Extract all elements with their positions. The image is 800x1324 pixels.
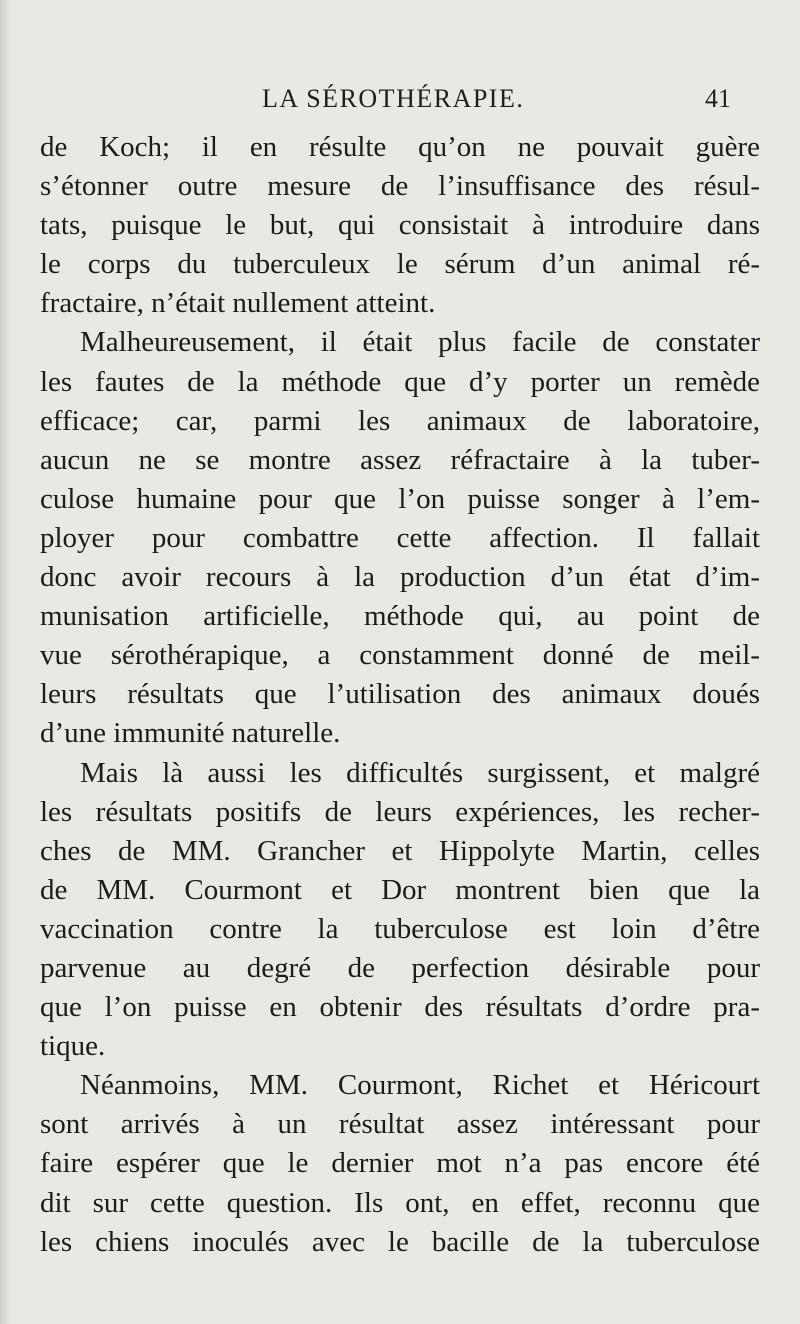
text-line: d’une immunité naturelle. bbox=[40, 717, 341, 750]
text-line: sont arrivés à un résultat assez intéressant pour bbox=[40, 1108, 760, 1141]
text-line: vaccination contre la tuberculose est loin d’être bbox=[40, 912, 760, 945]
text-line: les chiens inoculés avec le bacille de la tuberculose bbox=[40, 1225, 760, 1258]
text-line: parvenue au degré de perfection désirable pour bbox=[40, 951, 760, 984]
text-line: de MM. Courmont et Dor montrent bien que la bbox=[40, 873, 760, 906]
text-line: les résultats positifs de leurs expériences, les recher- bbox=[40, 795, 760, 828]
text-line: culose humaine pour que l’on puisse songer à l’em- bbox=[40, 482, 760, 515]
text-line: leurs résultats que l’utilisation des animaux doués bbox=[40, 678, 760, 711]
text-line: ployer pour combattre cette affection. Il fallait bbox=[40, 521, 760, 554]
text-line: faire espérer que le dernier mot n’a pas encore été bbox=[40, 1147, 760, 1180]
text-line: s’étonner outre mesure de l’insuffisance des résul- bbox=[40, 170, 760, 203]
text-line: ches de MM. Grancher et Hippolyte Martin, celles bbox=[40, 834, 760, 867]
text-line: aucun ne se montre assez réfractaire à la tuber- bbox=[40, 443, 760, 476]
text-line: vue sérothérapique, a constamment donné de meil- bbox=[40, 639, 760, 672]
running-title: LA SÉROTHÉRAPIE. bbox=[262, 84, 525, 113]
text-line: le corps du tuberculeux le sérum d’un animal ré- bbox=[40, 248, 760, 281]
text-line: munisation artificielle, méthode qui, au point de bbox=[40, 600, 760, 633]
text-line: efficace; car, parmi les animaux de laboratoire, bbox=[40, 404, 760, 437]
text-line: les fautes de la méthode que d’y porter un remède bbox=[40, 365, 760, 398]
text-line: dit sur cette question. Ils ont, en effet, reconnu que bbox=[40, 1186, 760, 1219]
text-line: tique. bbox=[40, 1030, 106, 1063]
text-line: Malheureusement, il était plus facile de constater bbox=[80, 326, 760, 359]
page-header bbox=[0, 84, 800, 124]
text-line: tats, puisque le but, qui consistait à introduire dans bbox=[40, 209, 760, 242]
text-line: donc avoir recours à la production d’un état d’im- bbox=[40, 561, 760, 594]
page-number: 41 bbox=[705, 84, 731, 113]
text-line: de Koch; il en résulte qu’on ne pouvait guère bbox=[40, 131, 760, 163]
body-text bbox=[40, 128, 760, 1262]
text-line: Néanmoins, MM. Courmont, Richet et Héricourt bbox=[80, 1069, 760, 1102]
text-line: fractaire, n’était nullement atteint. bbox=[40, 287, 436, 320]
page-edge-shadow bbox=[0, 0, 10, 1324]
text-line: Mais là aussi les difficultés surgissent, et malgré bbox=[80, 756, 760, 789]
text-line: que l’on puisse en obtenir des résultats d’ordre pra- bbox=[40, 991, 760, 1024]
